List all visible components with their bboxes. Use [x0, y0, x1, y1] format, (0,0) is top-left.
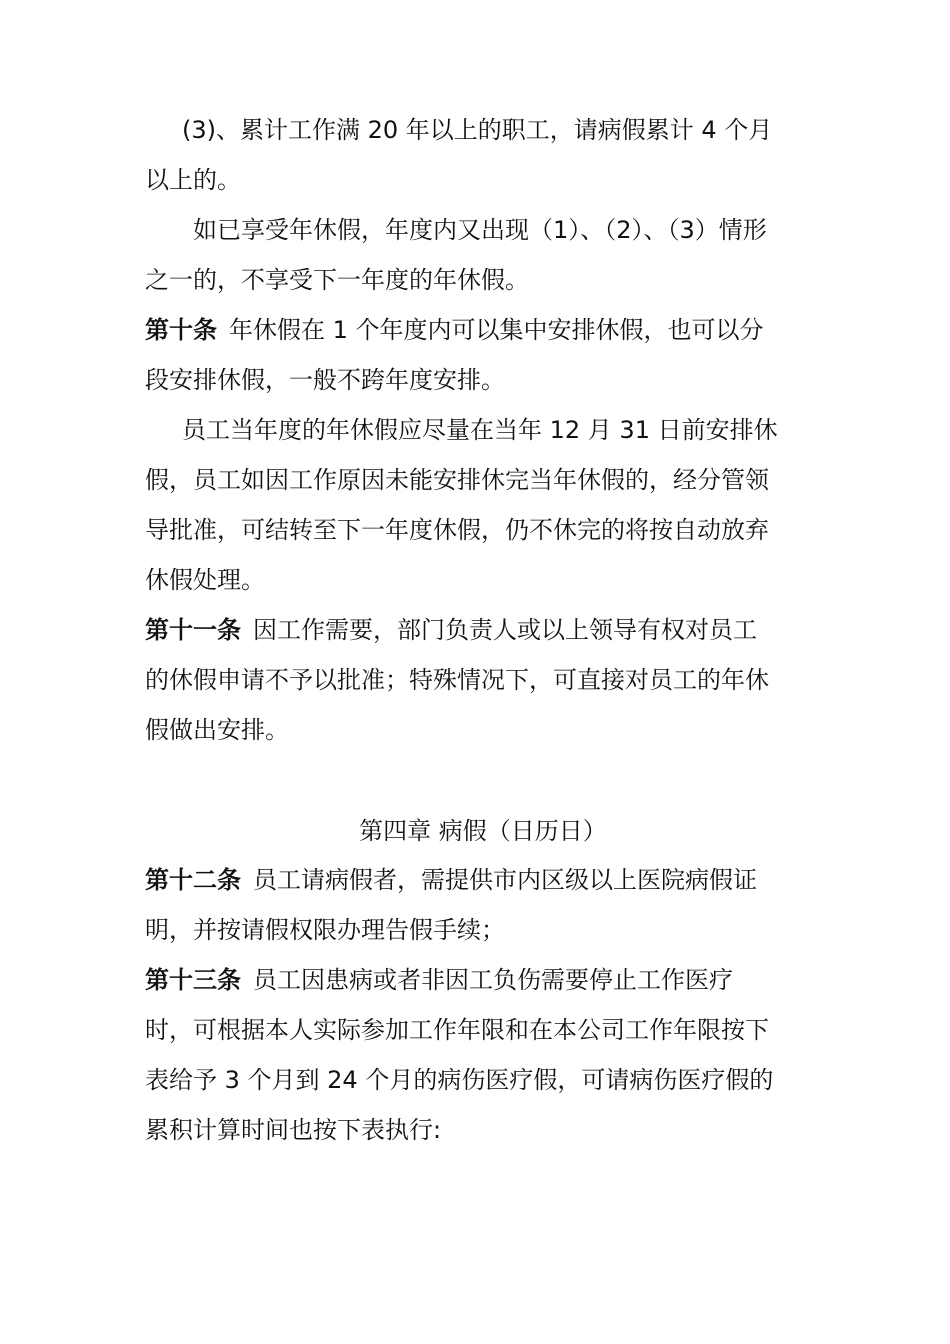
paragraph-line: 假，员工如因工作原因未能安排休完当年休假的，经分管领 [145, 466, 769, 494]
paragraph-line: (3)、累计工作满 20 年以上的职工，请病假累计 4 个月 [182, 116, 773, 144]
paragraph-line: 假做出安排。 [145, 716, 289, 744]
article-10-heading: 第十条 [145, 316, 217, 344]
paragraph-line: 段安排休假，一般不跨年度安排。 [145, 366, 505, 394]
article-10-text: 年休假在 1 个年度内可以集中安排休假，也可以分 [229, 316, 764, 344]
article-13-heading: 第十三条 [145, 966, 241, 994]
article-11-heading: 第十一条 [145, 616, 241, 644]
paragraph-line: 以上的。 [145, 166, 241, 194]
paragraph-line: 之一的，不享受下一年度的年休假。 [145, 266, 529, 294]
article-11-text: 因工作需要，部门负责人或以上领导有权对员工 [253, 616, 757, 644]
article-13-text: 员工因患病或者非因工负伤需要停止工作医疗 [253, 966, 733, 994]
article-12-heading: 第十二条 [145, 866, 241, 894]
chapter-heading: 第四章 病假（日历日） [359, 817, 607, 845]
paragraph-line: 明，并按请假权限办理告假手续； [145, 916, 505, 944]
paragraph-line: 休假处理。 [145, 566, 265, 594]
paragraph-line: 累积计算时间也按下表执行: [145, 1116, 442, 1144]
article-12-line [145, 860, 825, 900]
article-11-line [145, 610, 825, 650]
paragraph-line: 员工当年度的年休假应尽量在当年 12 月 31 日前安排休 [182, 416, 778, 444]
article-10-line [145, 310, 825, 350]
paragraph-line: 的休假申请不予以批准；特殊情况下，可直接对员工的年休 [145, 666, 769, 694]
paragraph-line: 如已享受年休假，年度内又出现（1）、（2）、（3）情形 [193, 216, 767, 244]
paragraph-line: 导批准，可结转至下一年度休假，仍不休完的将按自动放弃 [145, 516, 769, 544]
article-12-text: 员工请病假者，需提供市内区级以上医院病假证 [253, 866, 757, 894]
paragraph-line: 表给予 3 个月到 24 个月的病伤医疗假，可请病伤医疗假的 [145, 1066, 774, 1094]
article-13-line [145, 960, 825, 1000]
paragraph-line: 时，可根据本人实际参加工作年限和在本公司工作年限按下 [145, 1016, 769, 1044]
